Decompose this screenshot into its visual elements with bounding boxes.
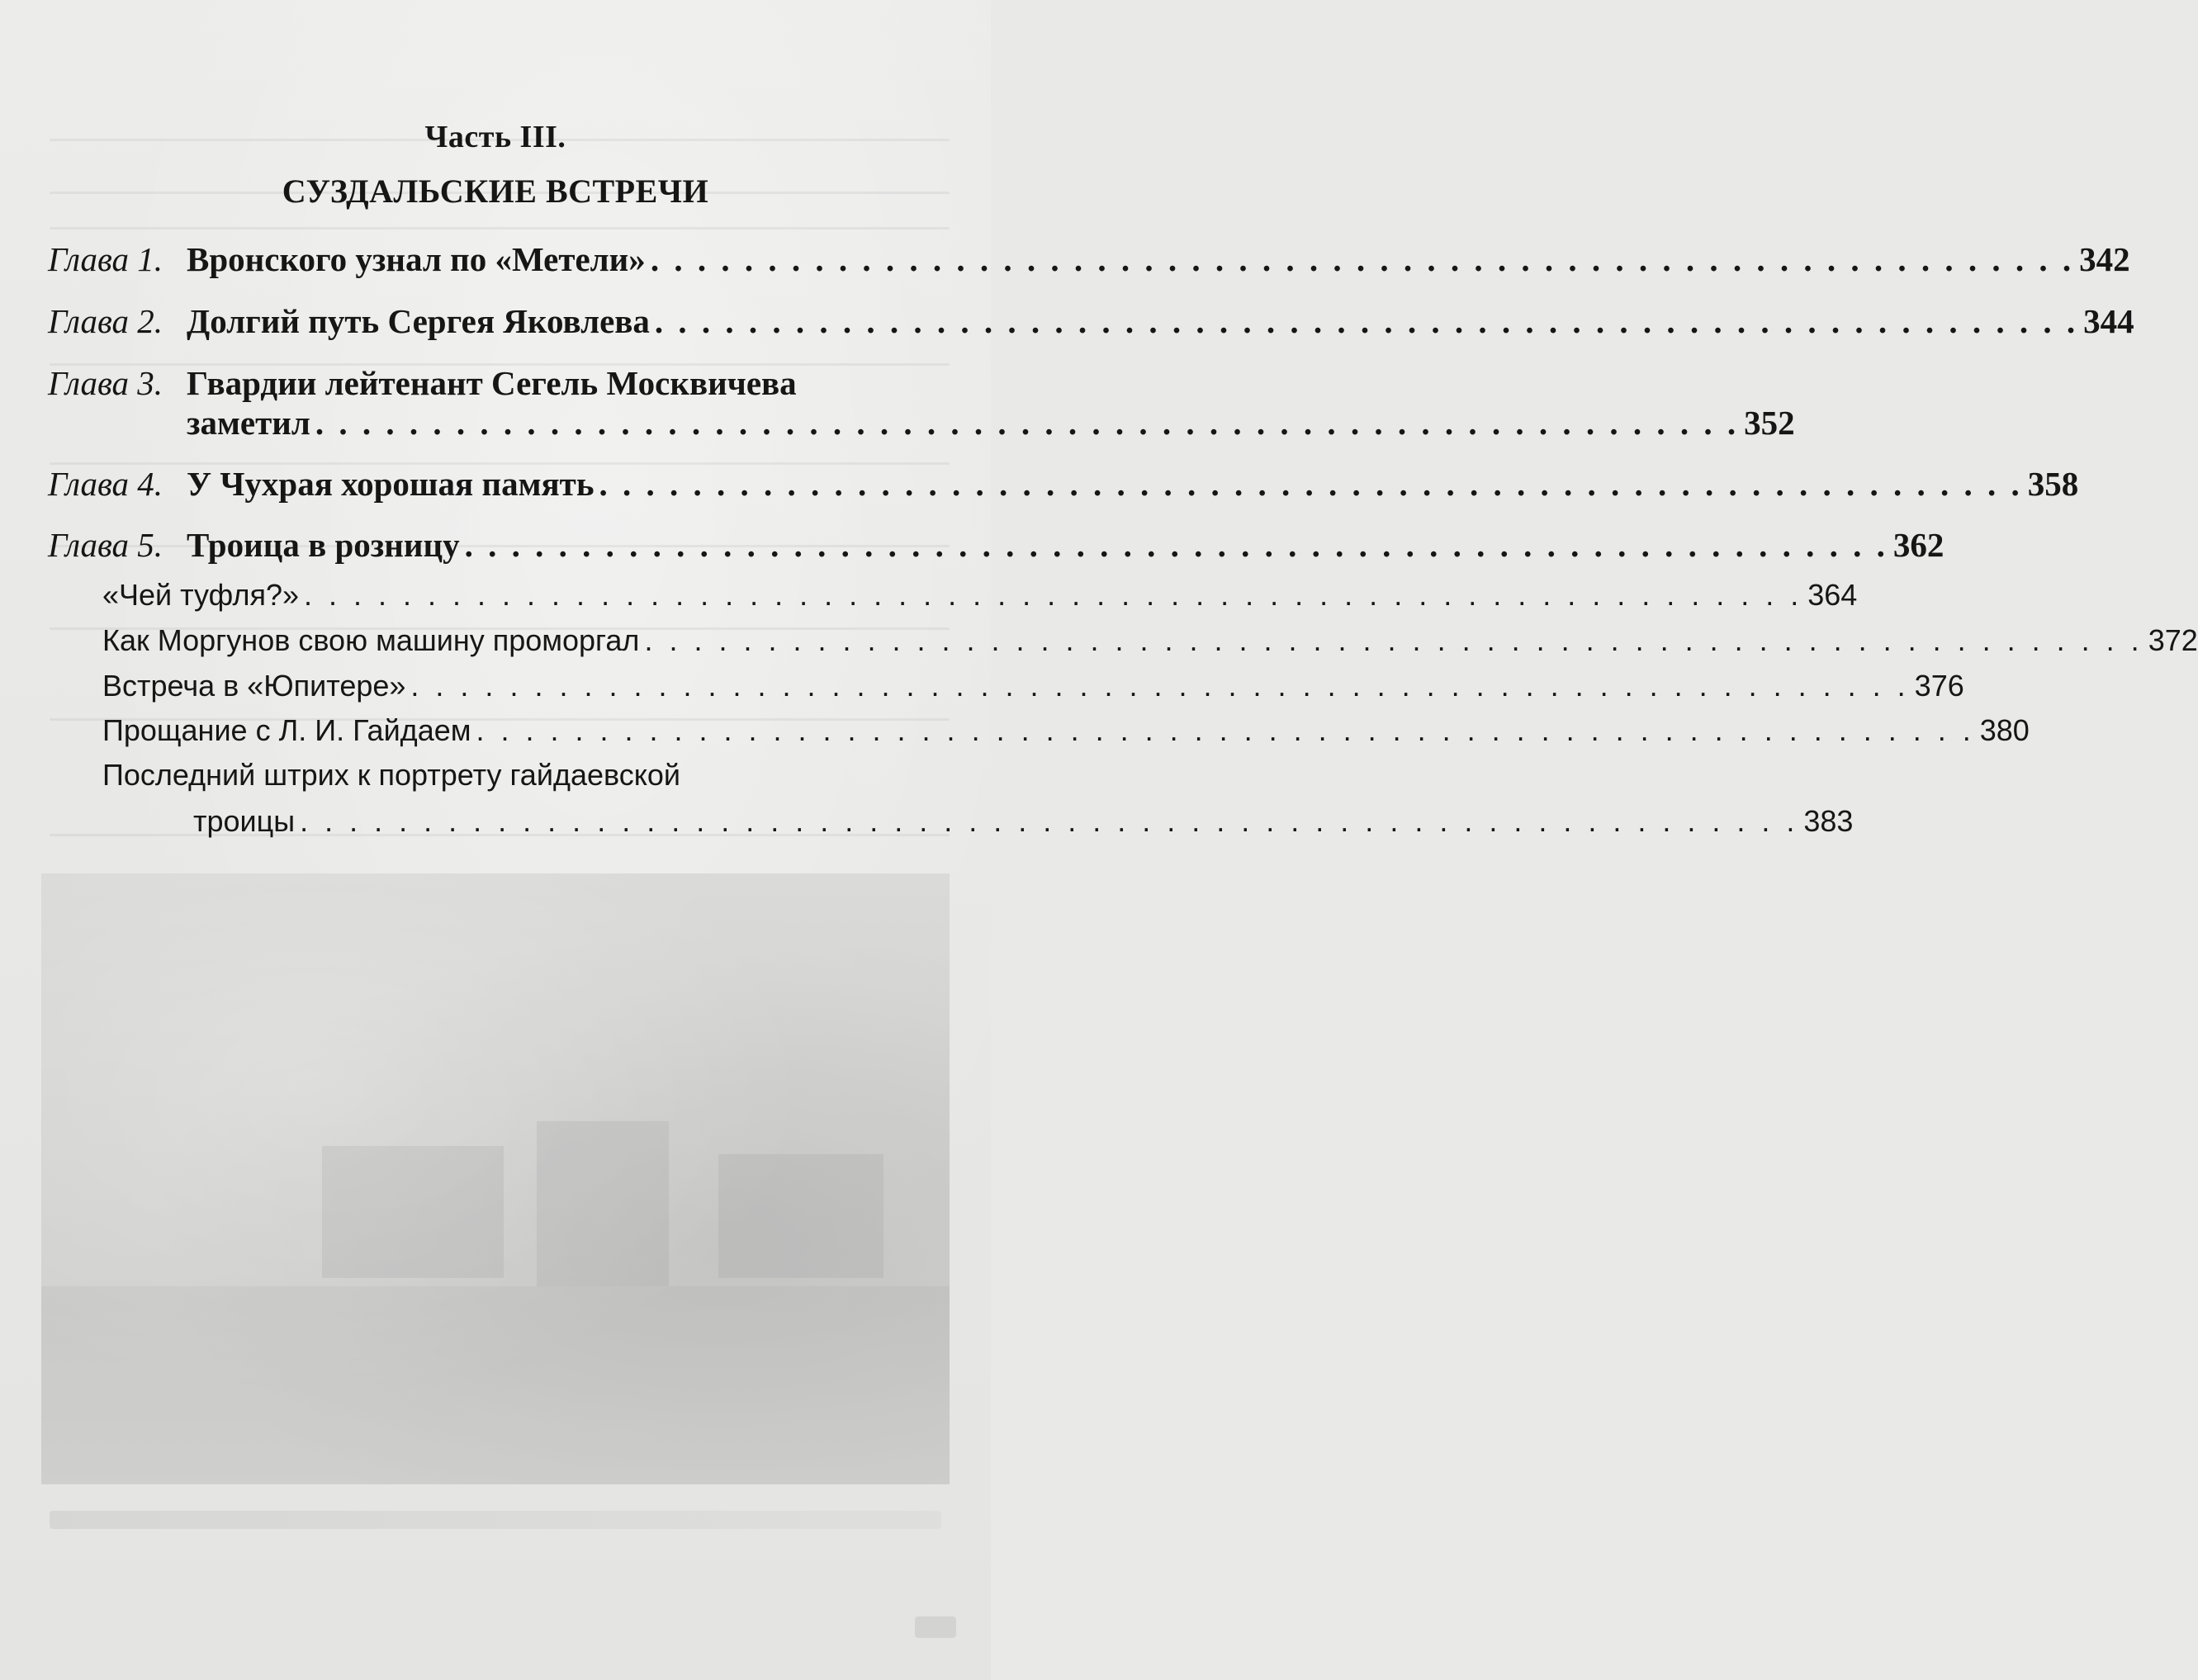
part-number: Часть III. (424, 120, 566, 154)
chapter-label: Глава 3. (48, 364, 163, 402)
faded-caption (50, 1511, 941, 1529)
dot-leader: . . . . . . . . . . . . . . . . . . . . . . . . . . . . . . . . . . . . . . . . . . . . . . . . . . . . . . . . . . . . . (464, 526, 1888, 564)
chapter-label: Глава 4. (48, 465, 163, 503)
dot-leader: . . . . . . . . . . . . . . . . . . . . . . . . . . . . . . . . . . . . . . . . . . . . . . . . . . . . . . . . . . . . . (300, 804, 1799, 838)
toc-chapter-row-first-line (48, 363, 797, 403)
chapter-title-continued: заметил (187, 404, 310, 442)
page-number: 362 (1892, 526, 1945, 564)
subsection-title: «Чей туфля?» (102, 578, 300, 612)
dot-leader: . . . . . . . . . . . . . . . . . . . . . . . . . . . . . . . . . . . . . . . . . . . . . . . . . . . . . . . . . . . . . (410, 669, 1910, 703)
chapter-title: Гвардии лейтенант Сегель Москвичева (187, 364, 797, 402)
toc-subsection-row (102, 578, 1858, 613)
toc-chapter-row (187, 403, 1795, 442)
toc-subsection-row (102, 713, 2030, 748)
dot-leader: . . . . . . . . . . . . . . . . . . . . . . . . . . . . . . . . . . . . . . . . . . . . . . . . . . . . . . . . . . . . . (644, 623, 2144, 657)
chapter-label: Глава 5. (48, 526, 163, 564)
dot-leader: . . . . . . . . . . . . . . . . . . . . . . . . . . . . . . . . . . . . . . . . . . . . . . . . . . . . . . . . . . . . . (315, 404, 1740, 442)
page-number: 383 (1803, 804, 1854, 838)
dot-leader: . . . . . . . . . . . . . . . . . . . . . . . . . . . . . . . . . . . . . . . . . . . . . . . . . . . . . . . . . . . . . (476, 713, 1975, 747)
photo-shape (718, 1154, 883, 1278)
chapter-title: У Чухрая хорошая память (187, 465, 595, 503)
chapter-label: Глава 1. (48, 240, 163, 278)
dot-leader: . . . . . . . . . . . . . . . . . . . . . . . . . . . . . . . . . . . . . . . . . . . . . . . . . . . . . . . . . . . . . (650, 240, 2075, 278)
toc-subsection-row (193, 804, 1854, 839)
dot-leader: . . . . . . . . . . . . . . . . . . . . . . . . . . . . . . . . . . . . . . . . . . . . . . . . . . . . . . . . . . . . . (654, 302, 2079, 340)
subsection-title: Прощание с Л. И. Гайдаем (102, 713, 471, 747)
chapter-title: Долгий путь Сергея Яковлева (187, 302, 650, 340)
toc-chapter-row (48, 239, 2130, 279)
chapter-label: Глава 2. (48, 302, 163, 340)
photo-shape (537, 1121, 669, 1286)
toc-chapter-row (48, 525, 1945, 565)
faded-photograph (41, 873, 950, 1484)
chapter-title: Вронского узнал по «Метели» (187, 240, 646, 278)
subsection-title: Как Моргунов свою машину проморгал (102, 623, 640, 657)
page-number: 352 (1744, 404, 1795, 442)
page-number: 358 (2027, 465, 2079, 503)
page-number: 376 (1914, 669, 1964, 703)
page-number: 342 (2079, 240, 2130, 278)
subsection-title-first-line: Последний штрих к портрету гайдаевской (102, 758, 680, 792)
toc-chapter-row (48, 301, 2134, 341)
dot-leader: . . . . . . . . . . . . . . . . . . . . . . . . . . . . . . . . . . . . . . . . . . . . . . . . . . . . . . . . . . . . . (304, 578, 1803, 612)
toc-subsection-row (102, 623, 2198, 658)
toc-chapter-row (48, 464, 2079, 504)
chapter-title: Троица в розницу (187, 526, 460, 564)
page-number: 364 (1807, 578, 1858, 612)
page-number: 372 (2148, 623, 2198, 657)
part-title: СУЗДАЛЬСКИЕ ВСТРЕЧИ (282, 173, 709, 210)
page-number: 380 (1979, 713, 2030, 747)
faded-page-number (915, 1616, 956, 1638)
photo-shape (322, 1146, 504, 1278)
dot-leader: . . . . . . . . . . . . . . . . . . . . . . . . . . . . . . . . . . . . . . . . . . . . . . . . . . . . . . . . . . . . . (599, 465, 2023, 503)
page-number: 344 (2083, 302, 2134, 340)
photo-shape (41, 1286, 950, 1484)
subsection-title-continued: троицы (193, 804, 296, 838)
bleed-through-line (50, 227, 950, 230)
toc-subsection-row (102, 669, 1964, 703)
subsection-title: Встреча в «Юпитере» (102, 669, 406, 703)
